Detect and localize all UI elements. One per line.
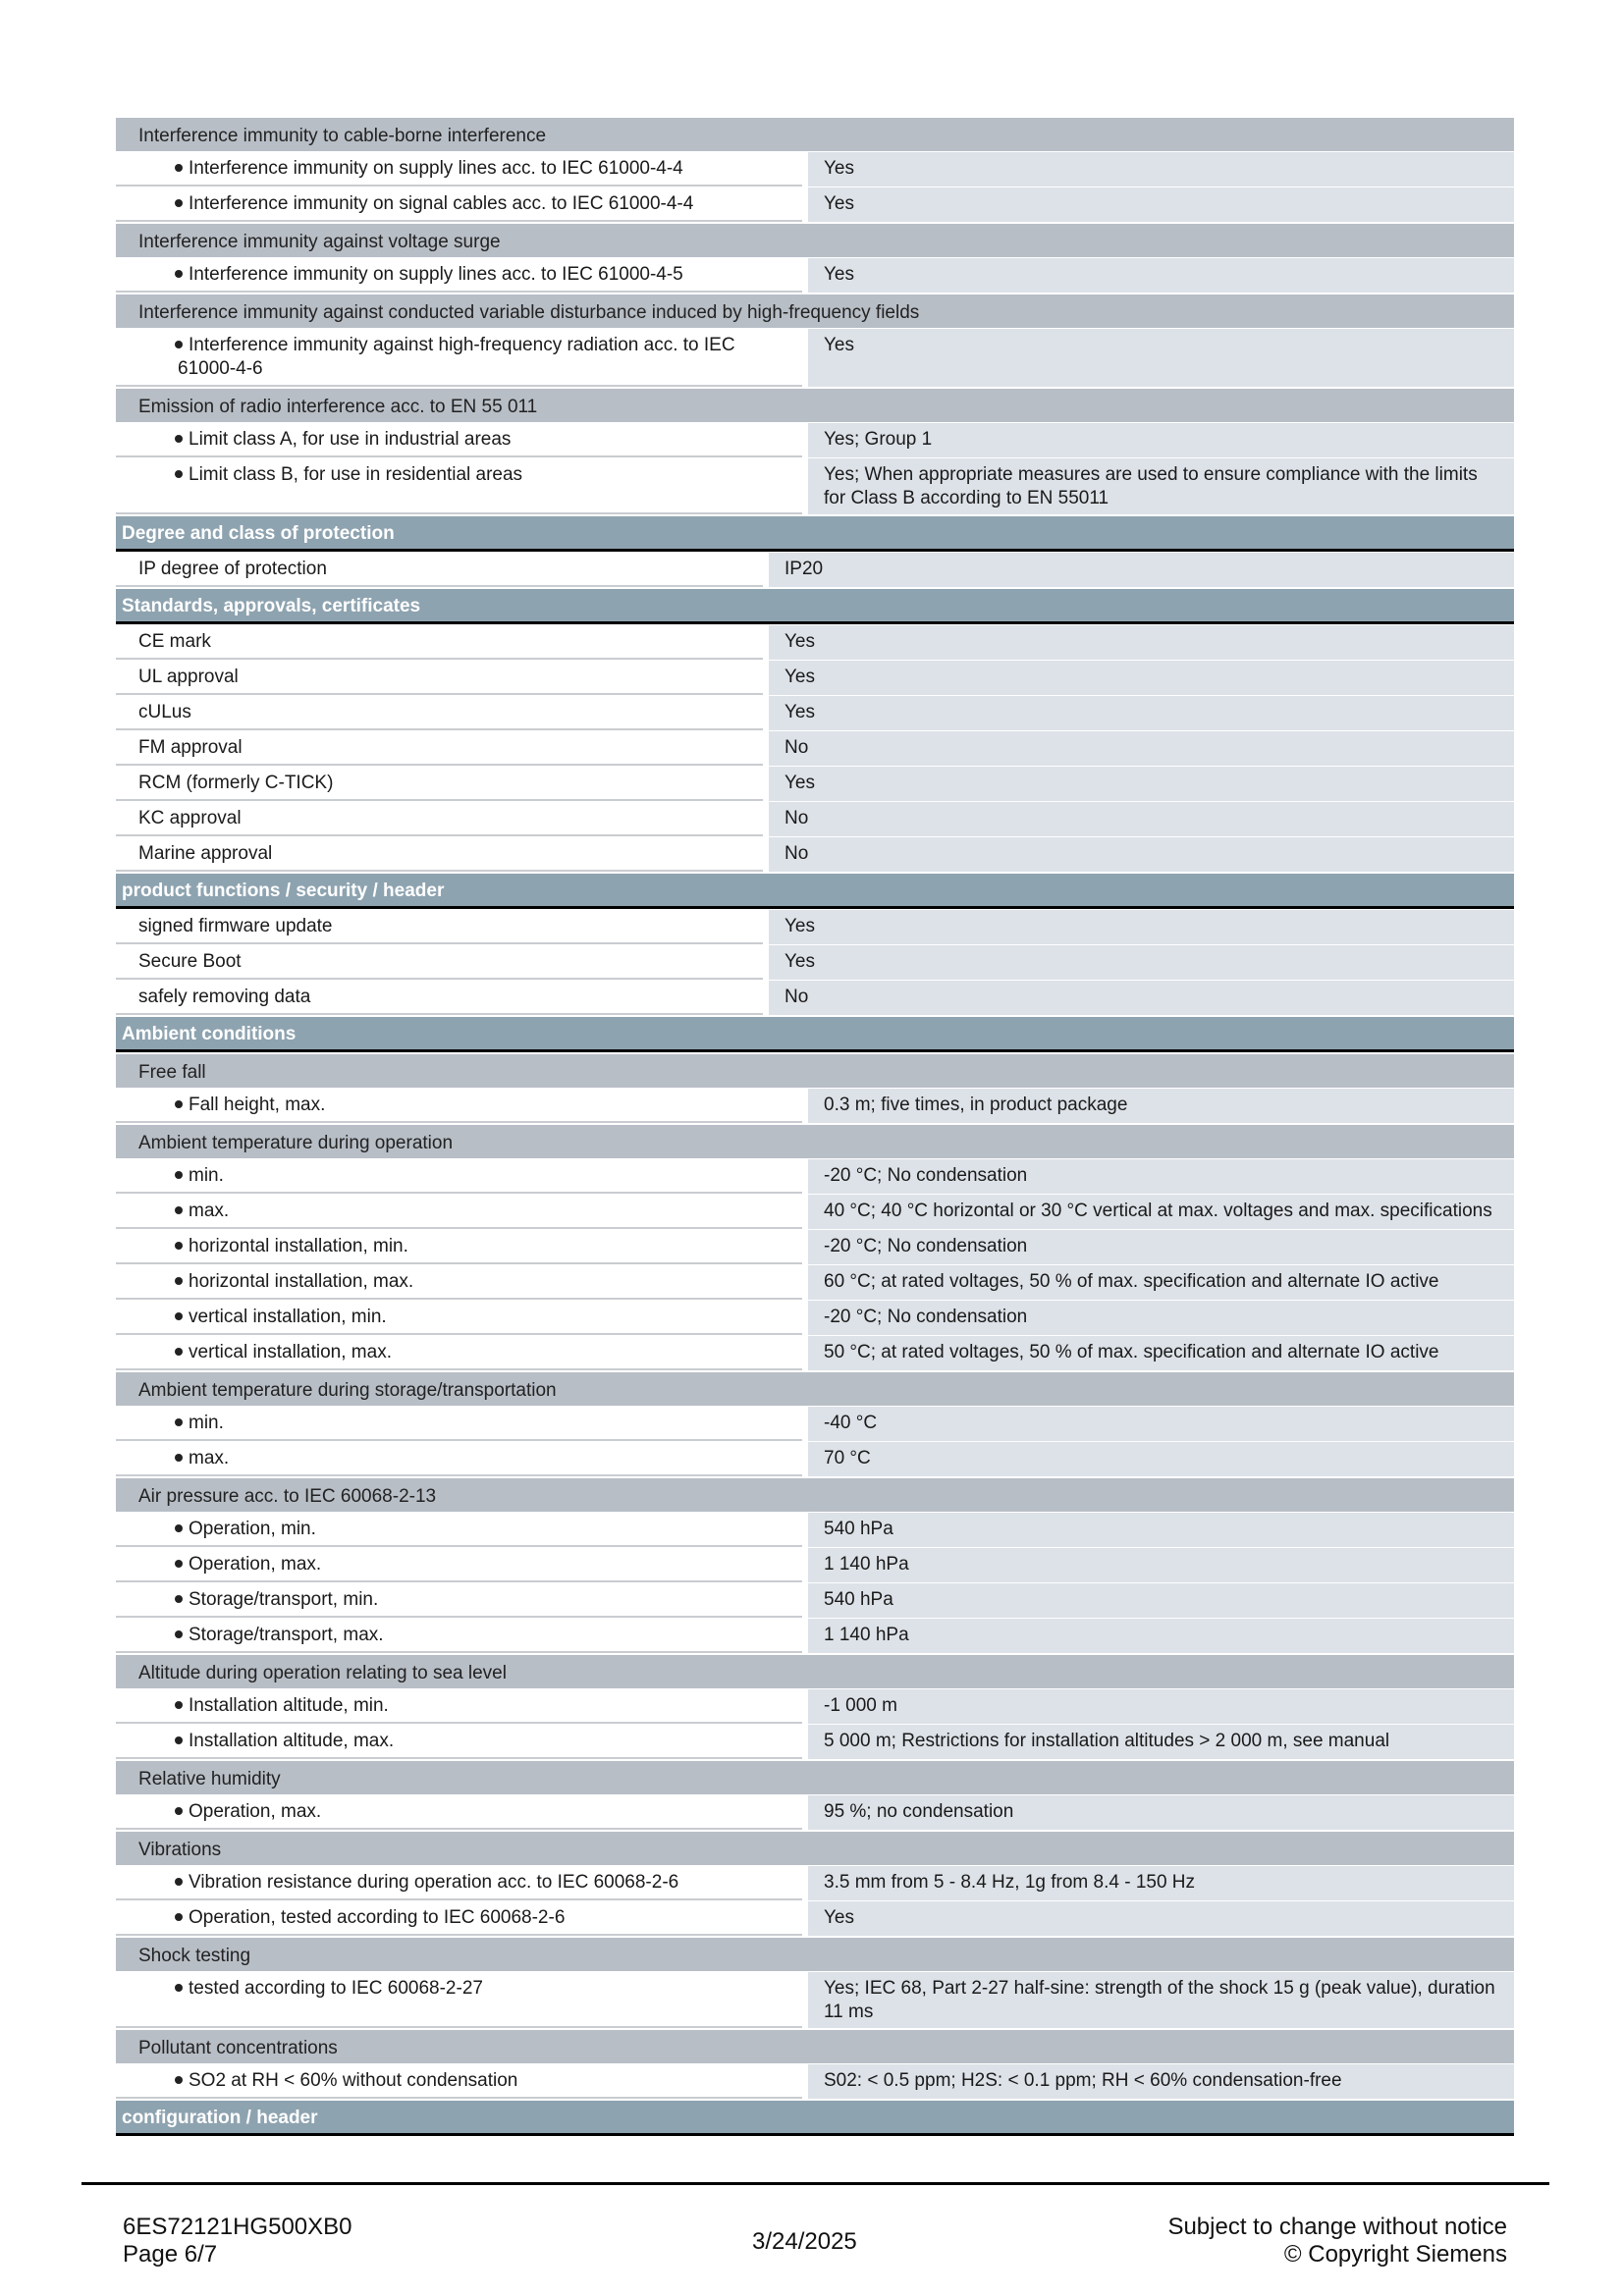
- bullet-icon: [175, 1206, 183, 1214]
- row-label: [116, 1619, 802, 1653]
- table-row: [116, 731, 1514, 766]
- row-value: Yes: [769, 696, 1514, 730]
- table-row: [116, 981, 1514, 1015]
- row-label-text: safely removing data: [138, 987, 311, 1007]
- row-value: Yes: [808, 258, 1514, 293]
- bullet-icon: [175, 1418, 183, 1426]
- row-label: [116, 2064, 802, 2099]
- footer-date: 3/24/2025: [752, 2228, 857, 2255]
- copyright: © Copyright Siemens: [1283, 2241, 1507, 2268]
- bullet-icon: [175, 1312, 183, 1320]
- row-label: [116, 1301, 802, 1335]
- row-label-text: Limit class B, for use in residential areas: [189, 464, 523, 485]
- group-header: Relative humidity: [116, 1761, 1514, 1794]
- row-label: [116, 837, 763, 872]
- footer-rule: [81, 2182, 1549, 2185]
- row-label-text: cULus: [138, 702, 191, 722]
- group-header: Altitude during operation relating to sea level: [116, 1655, 1514, 1688]
- row-value: IP20: [769, 553, 1514, 587]
- row-label: [116, 458, 802, 514]
- row-label: [116, 767, 763, 801]
- row-label: [116, 1795, 802, 1830]
- row-value: Yes: [769, 767, 1514, 801]
- spec-table: [116, 116, 1514, 2136]
- bullet-icon: [175, 270, 183, 278]
- row-label-text: tested according to IEC 60068-2-27: [189, 1978, 483, 1999]
- row-value: No: [769, 802, 1514, 836]
- bullet-icon: [175, 341, 183, 348]
- page-number: Page 6/7: [123, 2241, 218, 2268]
- row-label-text: Installation altitude, min.: [189, 1695, 389, 1716]
- row-label-text: min.: [189, 1165, 224, 1186]
- row-value: No: [769, 837, 1514, 872]
- row-value: -20 °C; No condensation: [808, 1301, 1514, 1335]
- table-row: [116, 1548, 1514, 1582]
- row-label-text: min.: [189, 1413, 224, 1433]
- row-value: No: [769, 981, 1514, 1015]
- table-row: [116, 187, 1514, 222]
- bullet-icon: [175, 1560, 183, 1568]
- table-row: [116, 329, 1514, 387]
- order-number: 6ES72121HG500XB0: [123, 2214, 352, 2240]
- row-label-text: Operation, tested according to IEC 60068-2-6: [189, 1907, 566, 1928]
- bullet-icon: [175, 435, 183, 443]
- row-value: 50 °C; at rated voltages, 50 % of max. specification and alternate IO active: [808, 1336, 1514, 1370]
- row-label: [116, 553, 763, 587]
- table-row: [116, 1795, 1514, 1830]
- bullet-icon: [175, 470, 183, 478]
- table-row: [116, 1265, 1514, 1300]
- row-label: [116, 731, 763, 766]
- row-label-text: UL approval: [138, 667, 239, 687]
- row-label-text: Limit class A, for use in industrial areas: [189, 429, 512, 450]
- row-label: [116, 1195, 802, 1229]
- row-label-text: KC approval: [138, 808, 242, 828]
- row-label-text: Interference immunity on supply lines acc. to IEC 61000-4-5: [189, 264, 683, 285]
- group-header: Free fall: [116, 1054, 1514, 1088]
- table-row: [116, 945, 1514, 980]
- bullet-icon: [175, 2076, 183, 2084]
- row-label-text: Operation, max.: [189, 1801, 322, 1822]
- bullet-icon: [175, 1524, 183, 1532]
- row-value: Yes: [808, 329, 1514, 387]
- row-value: 95 %; no condensation: [808, 1795, 1514, 1830]
- row-label: [116, 910, 763, 944]
- row-value: 60 °C; at rated voltages, 50 % of max. specification and alternate IO active: [808, 1265, 1514, 1300]
- group-header: Emission of radio interference acc. to EN 55 011: [116, 389, 1514, 422]
- table-row: [116, 1583, 1514, 1618]
- row-label: [116, 329, 802, 387]
- table-row: [116, 1513, 1514, 1547]
- row-label-text: Operation, min.: [189, 1519, 316, 1539]
- bullet-icon: [175, 1100, 183, 1108]
- table-row: [116, 1442, 1514, 1476]
- row-label: [116, 1901, 802, 1936]
- section-header: Standards, approvals, certificates: [116, 589, 1514, 624]
- row-label: [116, 1159, 802, 1194]
- row-value: S02: < 0.5 ppm; H2S: < 0.1 ppm; RH < 60% condensation-free: [808, 2064, 1514, 2099]
- row-label-text: Storage/transport, max.: [189, 1625, 384, 1645]
- row-label: [116, 1230, 802, 1264]
- row-value: Yes; IEC 68, Part 2-27 half-sine: strength of the shock 15 g (peak value), duration 11 ms: [808, 1972, 1514, 2028]
- row-label-text: CE mark: [138, 631, 211, 652]
- table-row: [116, 767, 1514, 801]
- section-header: Degree and class of protection: [116, 516, 1514, 552]
- table-row: [116, 1725, 1514, 1759]
- row-value: -20 °C; No condensation: [808, 1230, 1514, 1264]
- row-label-text: RCM (formerly C-TICK): [138, 773, 334, 793]
- table-row: [116, 1195, 1514, 1229]
- row-value: -20 °C; No condensation: [808, 1159, 1514, 1194]
- row-value: Yes: [769, 945, 1514, 980]
- row-label: [116, 1513, 802, 1547]
- bullet-icon: [175, 1701, 183, 1709]
- row-label: [116, 258, 802, 293]
- group-header: Ambient temperature during operation: [116, 1125, 1514, 1158]
- row-label-text: max.: [189, 1201, 230, 1221]
- table-row: [116, 1336, 1514, 1370]
- bullet-icon: [175, 1454, 183, 1462]
- section-header: configuration / header: [116, 2101, 1514, 2136]
- table-row: [116, 1901, 1514, 1936]
- table-row: [116, 837, 1514, 872]
- change-notice: Subject to change without notice: [1167, 2214, 1507, 2240]
- table-row: [116, 1407, 1514, 1441]
- row-value: Yes: [769, 910, 1514, 944]
- row-label: [116, 187, 802, 222]
- row-label: [116, 423, 802, 457]
- row-value: 0.3 m; five times, in product package: [808, 1089, 1514, 1123]
- row-label-text: IP degree of protection: [138, 559, 327, 579]
- bullet-icon: [175, 1807, 183, 1815]
- row-value: 1 140 hPa: [808, 1619, 1514, 1653]
- bullet-icon: [175, 1984, 183, 1992]
- row-value: 40 °C; 40 °C horizontal or 30 °C vertical at max. voltages and max. specifications: [808, 1195, 1514, 1229]
- row-value: -40 °C: [808, 1407, 1514, 1441]
- group-header: Interference immunity against voltage surge: [116, 224, 1514, 257]
- row-value: No: [769, 731, 1514, 766]
- row-label-text: Operation, max.: [189, 1554, 322, 1575]
- table-row: [116, 1689, 1514, 1724]
- section-header: product functions / security / header: [116, 874, 1514, 909]
- row-value: Yes: [808, 1901, 1514, 1936]
- table-row: [116, 1230, 1514, 1264]
- row-value: 70 °C: [808, 1442, 1514, 1476]
- row-value: Yes: [769, 625, 1514, 660]
- row-label-text: Installation altitude, max.: [189, 1731, 395, 1751]
- bullet-icon: [175, 1171, 183, 1179]
- row-label-text: Storage/transport, min.: [189, 1589, 379, 1610]
- row-value: Yes; Group 1: [808, 423, 1514, 457]
- row-value: 540 hPa: [808, 1583, 1514, 1618]
- table-row: [116, 910, 1514, 944]
- row-label-text: horizontal installation, max.: [189, 1271, 414, 1292]
- row-label: [116, 1265, 802, 1300]
- table-row: [116, 423, 1514, 457]
- row-value: Yes; When appropriate measures are used to ensure compliance with the limits for Class B according to EN 55011: [808, 458, 1514, 514]
- row-label: [116, 696, 763, 730]
- row-value: -1 000 m: [808, 1689, 1514, 1724]
- row-value: 1 140 hPa: [808, 1548, 1514, 1582]
- section-header: Ambient conditions: [116, 1017, 1514, 1052]
- group-header: Vibrations: [116, 1832, 1514, 1865]
- row-label-text: vertical installation, min.: [189, 1307, 387, 1327]
- footer-left: [123, 2214, 352, 2269]
- table-row: [116, 802, 1514, 836]
- row-label: [116, 1548, 802, 1582]
- table-row: [116, 1301, 1514, 1335]
- row-label: [116, 1972, 802, 2028]
- row-label-text: SO2 at RH < 60% without condensation: [189, 2070, 518, 2091]
- row-value: Yes: [808, 187, 1514, 222]
- bullet-icon: [175, 1242, 183, 1250]
- row-label: [116, 1442, 802, 1476]
- row-label: [116, 1407, 802, 1441]
- group-header: Interference immunity against conducted variable disturbance induced by high-frequency fields: [116, 294, 1514, 328]
- group-header: Pollutant concentrations: [116, 2030, 1514, 2063]
- row-label-text: Fall height, max.: [189, 1095, 326, 1115]
- bullet-icon: [175, 1913, 183, 1921]
- row-label-text: Secure Boot: [138, 951, 242, 972]
- row-label: [116, 152, 802, 187]
- row-label-text: Marine approval: [138, 843, 273, 864]
- row-label: [116, 1089, 802, 1123]
- row-label-text: Vibration resistance during operation acc. to IEC 60068-2-6: [189, 1872, 679, 1893]
- row-label: [116, 661, 763, 695]
- group-header: Interference immunity to cable-borne interference: [116, 118, 1514, 151]
- row-label-text: horizontal installation, min.: [189, 1236, 408, 1256]
- row-label: [116, 625, 763, 660]
- row-label-text: Interference immunity against high-frequency radiation acc. to IEC 61000-4-6: [178, 335, 735, 379]
- table-row: [116, 661, 1514, 695]
- row-value: 5 000 m; Restrictions for installation altitudes > 2 000 m, see manual: [808, 1725, 1514, 1759]
- bullet-icon: [175, 1595, 183, 1603]
- group-header: Shock testing: [116, 1938, 1514, 1971]
- row-value: 540 hPa: [808, 1513, 1514, 1547]
- bullet-icon: [175, 1630, 183, 1638]
- row-value: Yes: [769, 661, 1514, 695]
- bullet-icon: [175, 164, 183, 172]
- row-label-text: vertical installation, max.: [189, 1342, 392, 1362]
- footer-right: [1167, 2214, 1507, 2269]
- group-header: Air pressure acc. to IEC 60068-2-13: [116, 1478, 1514, 1512]
- table-row: [116, 1972, 1514, 2028]
- row-label: [116, 1866, 802, 1900]
- bullet-icon: [175, 1348, 183, 1356]
- row-label: [116, 1725, 802, 1759]
- bullet-icon: [175, 1878, 183, 1886]
- table-row: [116, 553, 1514, 587]
- table-row: [116, 1866, 1514, 1900]
- table-row: [116, 1619, 1514, 1653]
- row-label: [116, 945, 763, 980]
- row-label-text: max.: [189, 1448, 230, 1468]
- table-row: [116, 696, 1514, 730]
- table-row: [116, 152, 1514, 187]
- table-row: [116, 1159, 1514, 1194]
- row-label: [116, 1336, 802, 1370]
- table-row: [116, 1089, 1514, 1123]
- row-label: [116, 981, 763, 1015]
- table-row: [116, 2064, 1514, 2099]
- row-value: 3.5 mm from 5 - 8.4 Hz, 1g from 8.4 - 150 Hz: [808, 1866, 1514, 1900]
- bullet-icon: [175, 1277, 183, 1285]
- row-label-text: Interference immunity on signal cables acc. to IEC 61000-4-4: [189, 193, 694, 214]
- row-value: Yes: [808, 152, 1514, 187]
- table-row: [116, 458, 1514, 514]
- row-label: [116, 802, 763, 836]
- table-row: [116, 258, 1514, 293]
- bullet-icon: [175, 199, 183, 207]
- row-label-text: Interference immunity on supply lines acc. to IEC 61000-4-4: [189, 158, 683, 179]
- group-header: Ambient temperature during storage/transportation: [116, 1372, 1514, 1406]
- row-label: [116, 1583, 802, 1618]
- row-label-text: signed firmware update: [138, 916, 333, 936]
- row-label-text: FM approval: [138, 737, 243, 758]
- row-label: [116, 1689, 802, 1724]
- table-row: [116, 625, 1514, 660]
- bullet-icon: [175, 1736, 183, 1744]
